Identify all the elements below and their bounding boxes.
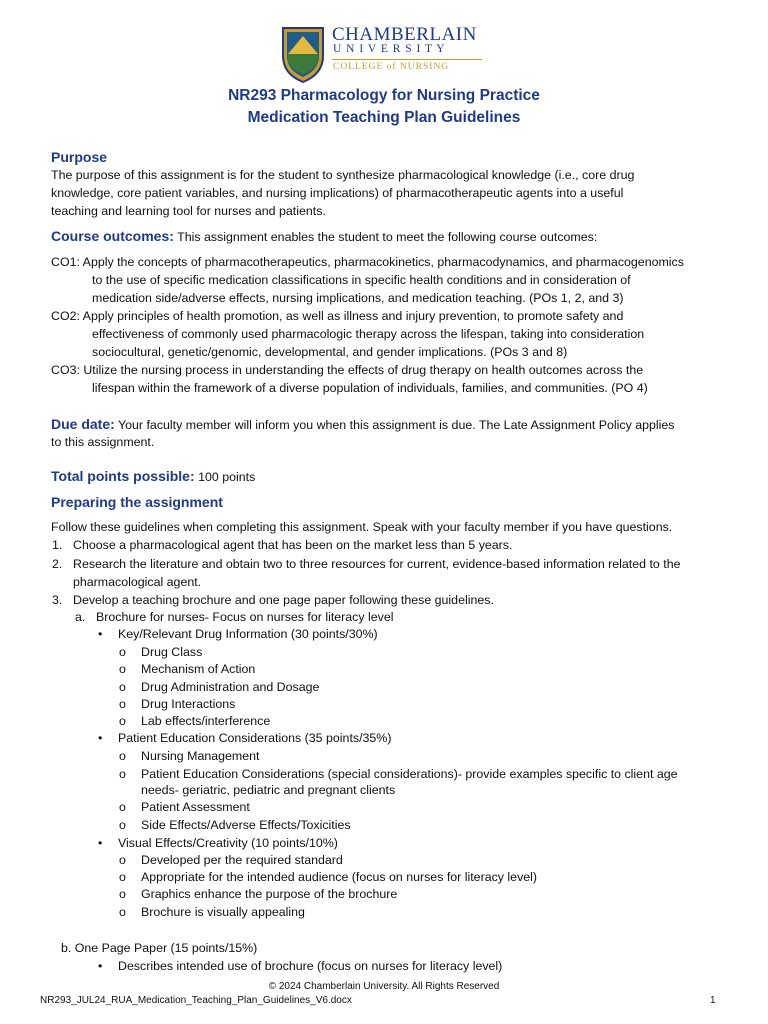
sub-step-letter: a. bbox=[75, 610, 86, 624]
sub-bullet-text: Side Effects/Adverse Effects/Toxicities bbox=[141, 818, 351, 832]
course-outcomes-heading: Course outcomes: bbox=[51, 228, 174, 244]
sub-bullet-marker: o bbox=[119, 818, 126, 832]
sub-bullet-text: Nursing Management bbox=[141, 749, 260, 763]
step-number: 3. bbox=[52, 593, 63, 607]
preparing-intro: Follow these guidelines when completing this assignment. Speak with your faculty member if you have questions. bbox=[51, 520, 673, 534]
sub-bullet-text: Drug Class bbox=[141, 645, 203, 659]
sub-bullet-text: Brochure is visually appealing bbox=[141, 905, 305, 919]
sub-bullet-text: Patient Education Considerations (special considerations)- provide examples specific to client age bbox=[141, 767, 678, 781]
course-outcomes-row bbox=[51, 228, 597, 246]
sub-bullet-text: Appropriate for the intended audience (focus on nurses for literacy level) bbox=[141, 870, 538, 884]
logo-divider bbox=[332, 59, 482, 60]
sub-bullet-marker: o bbox=[119, 853, 126, 867]
co2-line: CO2: Apply principles of health promotion, as well as illness and injury prevention, to promote safety and bbox=[51, 309, 624, 323]
sub-bullet-text: Drug Administration and Dosage bbox=[141, 680, 320, 694]
sub-bullet-marker: o bbox=[119, 749, 126, 763]
sub-bullet-text: Lab effects/interference bbox=[141, 714, 271, 728]
co2-line: sociocultural, genetic/genomic, developmental, and gender implications. (POs 3 and 8) bbox=[92, 345, 568, 359]
footer-page-number: 1 bbox=[710, 995, 716, 1006]
total-points-value: 100 points bbox=[194, 470, 256, 484]
sub-bullet-text: Patient Assessment bbox=[141, 800, 250, 814]
sub-bullet-marker: o bbox=[119, 697, 126, 711]
sub-bullet-text: needs- geriatric, pediatric and pregnant clients bbox=[141, 783, 396, 797]
sub-bullet-text: Developed per the required standard bbox=[141, 853, 343, 867]
logo-university-word: U N I V E R S I T Y bbox=[333, 43, 446, 55]
sub-bullet-marker: o bbox=[119, 645, 126, 659]
co2-line: effectiveness of commonly used pharmacologic therapy across the lifespan, taking into consideration bbox=[92, 327, 645, 341]
bullet-text: Patient Education Considerations (35 points/35%) bbox=[118, 731, 392, 745]
course-outcomes-intro: This assignment enables the student to meet the following course outcomes: bbox=[173, 230, 598, 244]
bullet-text: Key/Relevant Drug Information (30 points/30%) bbox=[118, 627, 378, 641]
footer-copyright: © 2024 Chamberlain University. All Rights Reserved bbox=[268, 981, 500, 992]
due-date-row bbox=[51, 416, 675, 434]
sub-bullet-text: Drug Interactions bbox=[141, 697, 236, 711]
step-number: 2. bbox=[52, 557, 63, 571]
purpose-heading: Purpose bbox=[51, 149, 108, 165]
sub-bullet-marker: o bbox=[119, 680, 126, 694]
sub-bullet-marker: o bbox=[119, 870, 126, 884]
due-date-text-line2: to this assignment. bbox=[51, 435, 155, 449]
step-number: 1. bbox=[52, 538, 63, 552]
bullet-dot: • bbox=[98, 836, 103, 850]
co1-line: CO1: Apply the concepts of pharmacotherapeutics, pharmacokinetics, pharmacodynamics, and pharmacogenomics bbox=[51, 255, 684, 269]
bullet-dot: • bbox=[98, 731, 103, 745]
sub-bullet-text: Graphics enhance the purpose of the brochure bbox=[141, 887, 398, 901]
document-title-line1: NR293 Pharmacology for Nursing Practice bbox=[228, 87, 540, 104]
step-text: Research the literature and obtain two to three resources for current, evidence-based information related to the bbox=[73, 557, 681, 571]
co1-line: medication side/adverse effects, nursing implications, and medication teaching. (POs 1, 2, and 3) bbox=[92, 291, 624, 305]
logo-university-name: CHAMBERLAIN bbox=[332, 24, 477, 45]
sub-bullet-text: Mechanism of Action bbox=[141, 662, 256, 676]
preparing-heading: Preparing the assignment bbox=[51, 494, 223, 510]
sub-step-text: b. One Page Paper (15 points/15%) bbox=[61, 941, 258, 955]
bullet-dot: • bbox=[98, 627, 103, 641]
sub-bullet-marker: o bbox=[119, 662, 126, 676]
sub-bullet-marker: o bbox=[119, 714, 126, 728]
total-points-heading: Total points possible: bbox=[51, 468, 195, 484]
sub-bullet-marker: o bbox=[119, 905, 126, 919]
step-text: pharmacological agent. bbox=[73, 575, 202, 589]
sub-step-text: Brochure for nurses- Focus on nurses for literacy level bbox=[96, 610, 394, 624]
sub-bullet-marker: o bbox=[119, 767, 126, 781]
sub-bullet-marker: o bbox=[119, 887, 126, 901]
step-text: Develop a teaching brochure and one page paper following these guidelines. bbox=[73, 593, 494, 607]
due-date-text: Your faculty member will inform you when this assignment is due. The Late Assignment Policy applies bbox=[114, 418, 675, 432]
bullet-text: Visual Effects/Creativity (10 points/10%) bbox=[118, 836, 338, 850]
total-points-row bbox=[51, 468, 255, 486]
purpose-line: knowledge, core patient variables, and nursing implications) of pharmacotherapeutic agents into a useful bbox=[51, 186, 624, 200]
step-text: Choose a pharmacological agent that has been on the market less than 5 years. bbox=[73, 538, 513, 552]
co1-line: to the use of specific medication classifications in specific health conditions and in consideration of bbox=[92, 273, 631, 287]
footer-filename: NR293_JUL24_RUA_Medication_Teaching_Plan_Guidelines_V6.docx bbox=[40, 995, 352, 1006]
sub-bullet-marker: o bbox=[119, 800, 126, 814]
due-date-heading: Due date: bbox=[51, 416, 115, 432]
bullet-dot: • bbox=[98, 959, 103, 973]
bullet-text: Describes intended use of brochure (focus on nurses for literacy level) bbox=[118, 959, 503, 973]
co3-line: CO3: Utilize the nursing process in understanding the effects of drug therapy on health outcomes across the bbox=[51, 363, 644, 377]
purpose-line: teaching and learning tool for nurses and patients. bbox=[51, 204, 326, 218]
university-seal-icon bbox=[280, 26, 326, 84]
logo-college-name: COLLEGE of NURSING bbox=[333, 62, 450, 72]
purpose-line: The purpose of this assignment is for the student to synthesize pharmacological knowledge (i.e., core drug bbox=[51, 168, 635, 182]
co3-line: lifespan within the framework of a diverse population of individuals, families, and communities. (PO 4) bbox=[92, 381, 648, 395]
document-title-line2: Medication Teaching Plan Guidelines bbox=[247, 109, 521, 126]
